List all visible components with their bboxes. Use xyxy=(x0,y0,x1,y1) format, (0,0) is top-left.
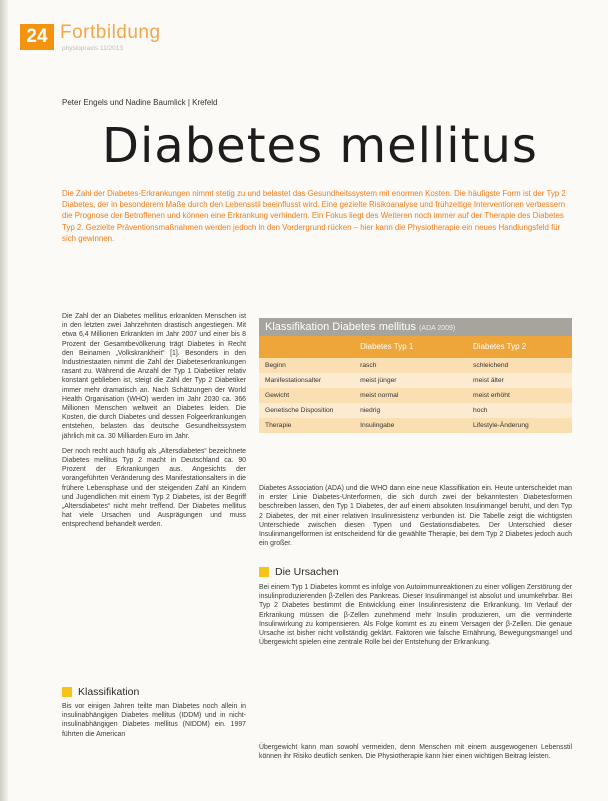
paragraph: Die Zahl der an Diabetes mellitus erkrankten Menschen ist in den letzten zwei Jahrzehnten drastisch angestiegen. Mit etwa 6,4 Millionen Erkrankten im Jahr 2007 und einer bis 8 Prozent der Gesamtbevölkerung trägt Diabetes in Recht den Beinamen „Volkskrankheit“ [1]. Besonders in den Industriestaaten nimmt die Zahl der Diabeteserkrankungen rasant zu. Während die Anzahl der Typ 1 Diabetiker relativ konstant geblieben ist, steigt die Zahl der Typ 2 Diabetiker immer mehr dramatisch an. Nach Schätzungen der World Health Organisation (WHO) werden im Jahr 2030 ca. 366 Millionen Menschen weltweit an Diabetes leiden. Die Kosten, die durch Diabetes und dessen Folgeerkrankungen entstehen, belasten das deutsche Gesundheitssystem jährlich mit ca. 30 Milliarden Euro im Jahr. xyxy=(62,313,246,440)
heading-klassifikation: Klassifikation xyxy=(62,686,139,698)
column-right-continued xyxy=(259,743,572,767)
table-row: Gewicht meist normal meist erhöht xyxy=(259,388,572,403)
bullet-square-icon xyxy=(62,687,72,697)
section-title: Fortbildung xyxy=(60,22,161,43)
table-row: Therapie Insulingabe Lifestyle-Änderung xyxy=(259,418,572,433)
issue-label: physiopraxis 11/2013 xyxy=(62,45,123,52)
column-left-continued xyxy=(62,702,246,745)
column-left xyxy=(62,312,246,536)
table-body xyxy=(259,358,572,433)
table-source: (ADA 2009) xyxy=(419,325,456,332)
column-right xyxy=(259,484,572,554)
table-header-row: Diabetes Typ 1 Diabetes Typ 2 xyxy=(259,336,572,358)
table-row: Genetische Disposition niedrig hoch xyxy=(259,403,572,418)
heading-ursachen: Die Ursachen xyxy=(259,566,339,578)
lead-paragraph: Die Zahl der Diabetes-Erkrankungen nimmt stetig zu und belastet das Gesundheitssystem mit enormen Kosten. Die häufigste Form ist der Typ 2 Diabetes, der in besonderem Maße durch den Lebensstil beeinflusst wird. Eine gezielte Risikoanalyse und frühzeitige Interventionen verbessern die Prognose der Betroffenen und können eine Erkrankung verhindern. Ein Fokus liegt des Weiteren noch immer auf der Therapie des Diabetes Typ 2. Gezielte Präventionsmaßnahmen werden jedoch in den Vordergrund rücken – hier kann die Physiotherapie ein neues Handlungsfeld für sich gewinnen. xyxy=(62,189,566,243)
paragraph: Diabetes Association (ADA) und die WHO dann eine neue Klassifikation ein. Heute unterscheidet man in erster Linie Diabetes-Unterformen, die sich durch zwei der bekanntesten Diabetesformen beschreiben lassen, den Typ 1 Diabetes, der auf einem absoluten Insulinmangel beruht, und den Typ 2 Diabetes, der mit einer relativen Insulinresistenz verbunden ist. Die Tabelle zeigt die wichtigsten Unterschiede zwischen diesen Typen und Gestationsdiabetes. Der Unterschied dieser Insulinmangelformen ist entscheidend für die gewählte Therapie, bei dem Typ 2 Diabetes jedoch auch ein großer. xyxy=(259,485,572,548)
classification-table xyxy=(259,318,572,478)
paragraph: Bis vor einigen Jahren teilte man Diabetes noch allein in insulinabhängigen Diabetes mellitus (IDDM) und in nicht-insulinabhängigen Diabetes mellitus (NIDDM) ein. 1997 führten die American xyxy=(62,703,246,738)
paragraph: Der noch recht auch häufig als „Altersdiabetes“ bezeichnete Diabetes mellitus Typ 2 macht in Deutschland ca. 90 Prozent der Erkrankungen aus. Angesichts der vorangeführten Veränderung des Manifestationsalters in die frühere Lebensphase und der steigenden Zahl an Kindern und Jugendlichen mit einem Typ 2 Diabetes, ist der Begriff „Altersdiabetes“ nicht mehr treffend. Der Diabetes mellitus hat viele Ursachen und Ausprägungen und muss entsprechend behandelt werden. xyxy=(62,447,246,529)
page-number: 24 xyxy=(20,24,54,50)
bullet-square-icon xyxy=(259,567,269,577)
column-right-ursachen xyxy=(259,583,572,653)
page-binding-edge xyxy=(0,0,8,801)
article-title: Diabetes mellitus xyxy=(102,118,538,174)
table-row: Beginn rasch schleichend xyxy=(259,358,572,373)
paragraph: Übergewicht kann man sowohl vermeiden, denn Menschen mit einem ausgewogenen Lebensstil können ihr Risiko deutlich senken. Die Physiotherapie kann hier einen wichtigen Beitrag leisten. xyxy=(259,744,572,761)
paragraph: Bei einem Typ 1 Diabetes kommt es infolge von Autoimmunreaktionen zu einer völligen Zerstörung der insulinproduzierenden β-Zellen des Pankreas. Dieser Insulinmangel ist absolut und unumkehrbar. Bei Typ 2 Diabetes bestimmt die Entwicklung einer Insulinresistenz die Erkrankung. Im Verlauf der Erkrankung müssen die β-Zellen zunehmend mehr Insulin produzieren, um die verminderte Insulinwirkung zu kompensieren. Als Folge kommt es zu einem Versagen der β-Zellen. Die genaue Ursache ist bisher nicht vollständig geklärt. Faktoren wie falsche Ernährung, Bewegungsmangel und Übergewicht spielen eine zentrale Rolle bei der Entstehung der Erkrankung. xyxy=(259,584,572,647)
table-title: Klassifikation Diabetes mellitus (ADA 2009) xyxy=(259,318,572,336)
authors: Peter Engels und Nadine Baumlick | Krefeld xyxy=(62,98,218,107)
table-row: Manifestationsalter meist jünger meist älter xyxy=(259,373,572,388)
